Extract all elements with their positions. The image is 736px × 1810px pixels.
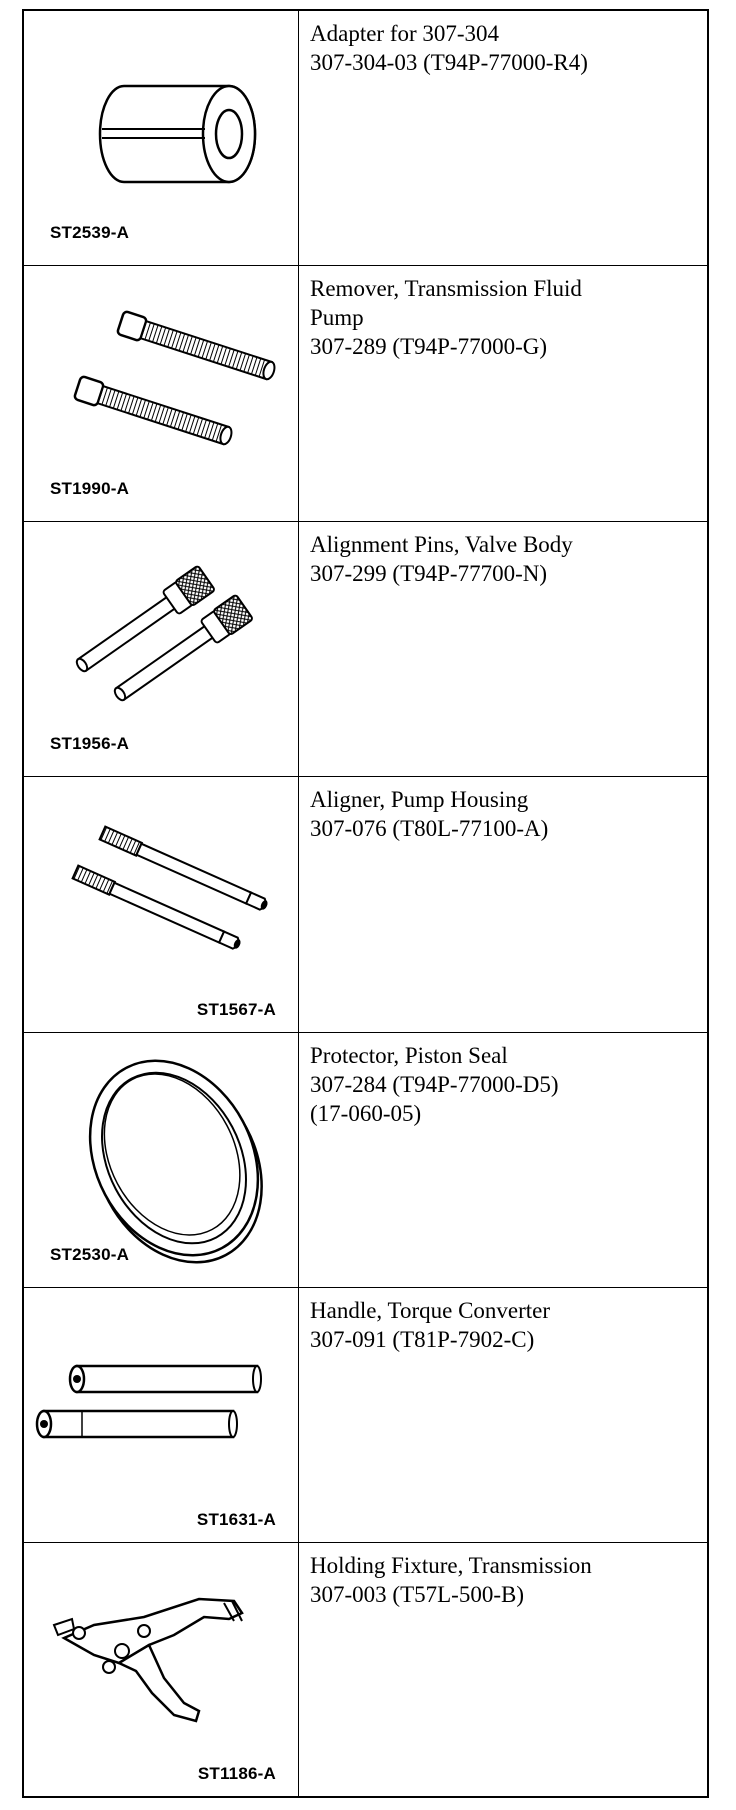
tool-code: ST2530-A — [50, 1244, 130, 1264]
tool-description — [299, 777, 707, 1031]
tool-description — [299, 522, 707, 776]
tool-description — [299, 11, 707, 265]
tool-name: Adapter for 307-304 — [310, 21, 500, 46]
tool-row — [24, 266, 707, 521]
torque-converter-handle-illustration — [24, 1288, 299, 1542]
tool-row — [24, 1033, 707, 1288]
special-tools-table — [22, 9, 709, 1798]
tool-number: 307-299 (T94P-77700-N) — [310, 560, 547, 586]
tool-illustration-cell — [24, 1288, 299, 1542]
tool-name: Holding Fixture, Transmission — [310, 1553, 592, 1579]
tool-number: 307-289 (T94P-77000-G) — [310, 334, 547, 360]
tool-code: ST1990-A — [50, 478, 130, 498]
tool-number: 307-304-03 (T94P-77000-R4) — [310, 50, 588, 75]
tool-code: ST2539-A — [50, 223, 130, 243]
tool-number: 307-284 (T94P-77000-D5) — [310, 1071, 559, 1097]
tool-name-continued: Pump — [310, 305, 364, 331]
tool-alt-number: (17-060-05) — [310, 1100, 422, 1126]
tool-number: 307-003 (T57L-500-B) — [310, 1582, 524, 1608]
tool-code: ST1956-A — [50, 734, 130, 754]
tool-description — [299, 1543, 707, 1796]
tool-name: Protector, Piston Seal — [310, 1042, 508, 1068]
tool-illustration-cell — [24, 266, 299, 520]
tool-illustration-cell — [24, 11, 299, 265]
tool-row — [24, 11, 707, 266]
tool-illustration-cell — [24, 777, 299, 1031]
tool-code: ST1567-A — [196, 999, 276, 1019]
holding-fixture-illustration — [24, 1543, 299, 1796]
tool-code: ST1631-A — [196, 1510, 276, 1530]
tool-row — [24, 1288, 707, 1543]
tool-name: Alignment Pins, Valve Body — [310, 531, 573, 557]
tool-illustration-cell — [24, 1543, 299, 1796]
tool-number: 307-091 (T81P-7902-C) — [310, 1326, 535, 1352]
tool-row — [24, 777, 707, 1032]
pump-housing-aligner-illustration — [24, 777, 299, 1031]
tool-description — [299, 1033, 707, 1287]
tool-illustration-cell — [24, 522, 299, 776]
tool-row — [24, 522, 707, 777]
tool-name: Aligner, Pump Housing — [310, 787, 529, 813]
tool-code: ST1186-A — [197, 1764, 276, 1783]
tool-description — [299, 266, 707, 520]
tool-illustration-cell — [24, 1033, 299, 1287]
tool-description — [299, 1288, 707, 1542]
tool-number: 307-076 (T80L-77100-A) — [310, 816, 549, 842]
tool-row — [24, 1543, 707, 1796]
tool-name: Remover, Transmission Fluid — [310, 276, 582, 302]
tool-name: Handle, Torque Converter — [310, 1297, 551, 1323]
